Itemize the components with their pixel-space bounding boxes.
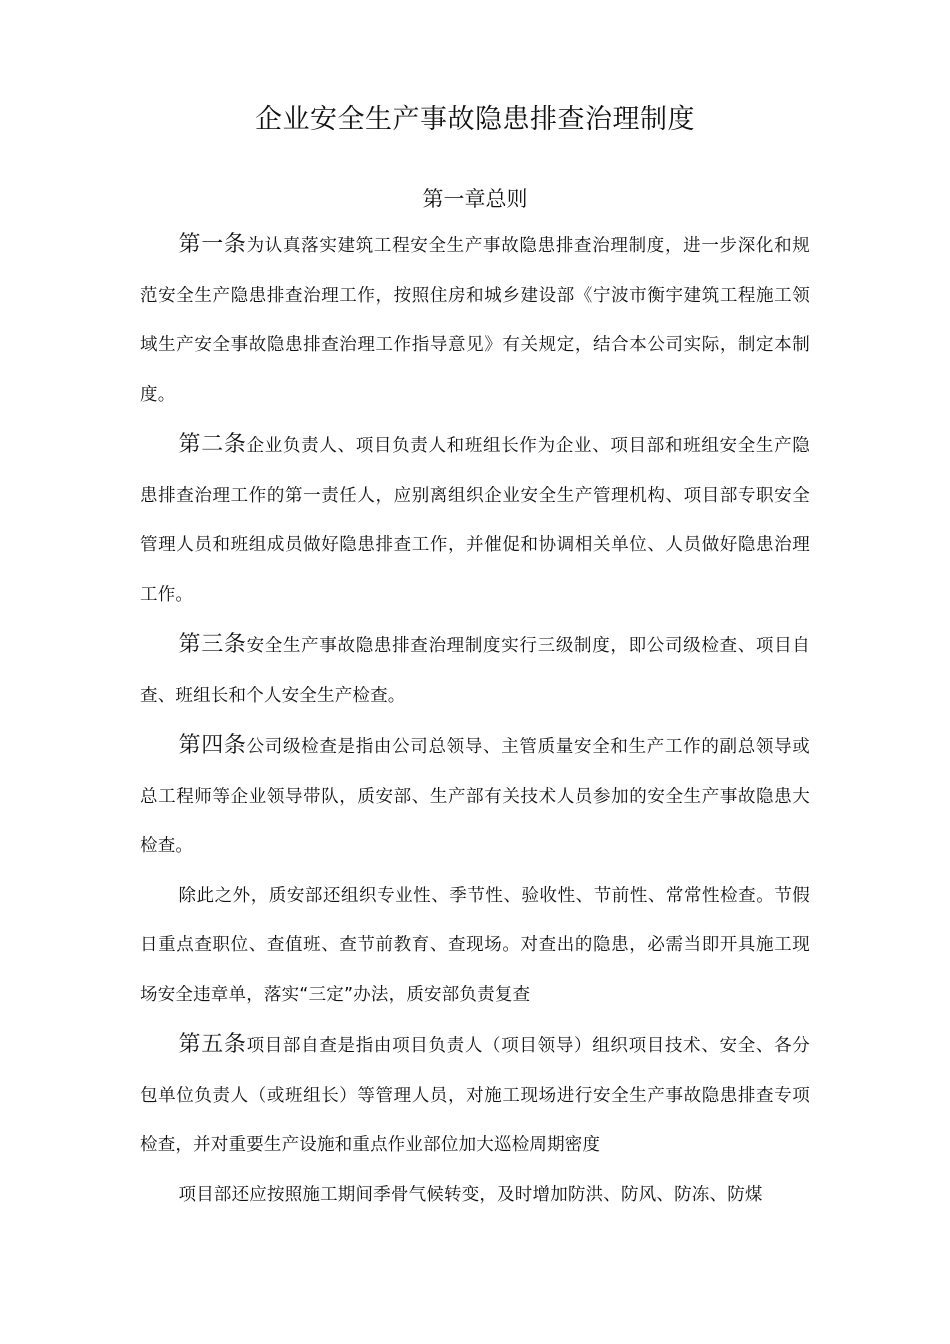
article-paragraph xyxy=(140,220,810,420)
body-paragraph xyxy=(140,1171,810,1221)
article-label: 第三条 xyxy=(178,632,247,657)
chapter-heading: 第一章总则 xyxy=(422,187,528,211)
article-text: 项目部自查是指由项目负责人（项目领导）组织项目技术、安全、各分包单位负责人（或班组长）等管理人员，对施工现场进行安全生产事故隐患排查专项检查，并对重要生产设施和重点作业部位加大巡检周期密度 xyxy=(140,1036,810,1155)
article-paragraph xyxy=(140,1020,810,1171)
article-paragraph xyxy=(140,420,810,620)
article-text: 公司级检查是指由公司总领导、主管质量安全和生产工作的副总领导或总工程师等企业领导带队，质安部、生产部有关技术人员参加的安全生产事故隐患大检查。 xyxy=(140,737,810,856)
article-text: 为认真落实建筑工程安全生产事故隐患排查治理制度，进一步深化和规范安全生产隐患排查治理工作，按照住房和城乡建设部《宁波市衡宇建筑工程施工领域生产安全事故隐患排查治理工作指导意见》有关规定，结合本公司实际，制定本制度。 xyxy=(140,236,810,405)
paragraph-text: 除此之外，质安部还组织专业性、季节性、验收性、节前性、常常性检查。节假日重点查职位、查值班、查节前教育、查现场。对查出的隐患，必需当即开具施工现场安全违章单，落实“三定”办法，质安部负责复查 xyxy=(140,885,810,1005)
article-label: 第二条 xyxy=(178,432,247,457)
article-label: 第五条 xyxy=(178,1032,247,1057)
paragraph-text: 项目部还应按照施工期间季骨气候转变，及时增加防洪、防风、防冻、防煤 xyxy=(178,1184,763,1205)
article-text: 企业负责人、项目负责人和班组长作为企业、项目部和班组安全生产隐患排查治理工作的第一责任人，应别离组织企业安全生产管理机构、项目部专职安全管理人员和班组成员做好隐患排查工作，并催促和协调相关单位、人员做好隐患治理工作。 xyxy=(140,436,810,605)
article-text: 安全生产事故隐患排查治理制度实行三级制度，即公司级检查、项目自查、班组长和个人安全生产检查。 xyxy=(140,636,810,706)
article-paragraph xyxy=(140,620,810,721)
article-paragraph xyxy=(140,721,810,872)
article-label: 第一条 xyxy=(178,232,247,257)
document-title: 企业安全生产事故隐患排查治理制度 xyxy=(255,104,695,135)
article-label: 第四条 xyxy=(178,733,247,758)
body-paragraph xyxy=(140,872,810,1021)
